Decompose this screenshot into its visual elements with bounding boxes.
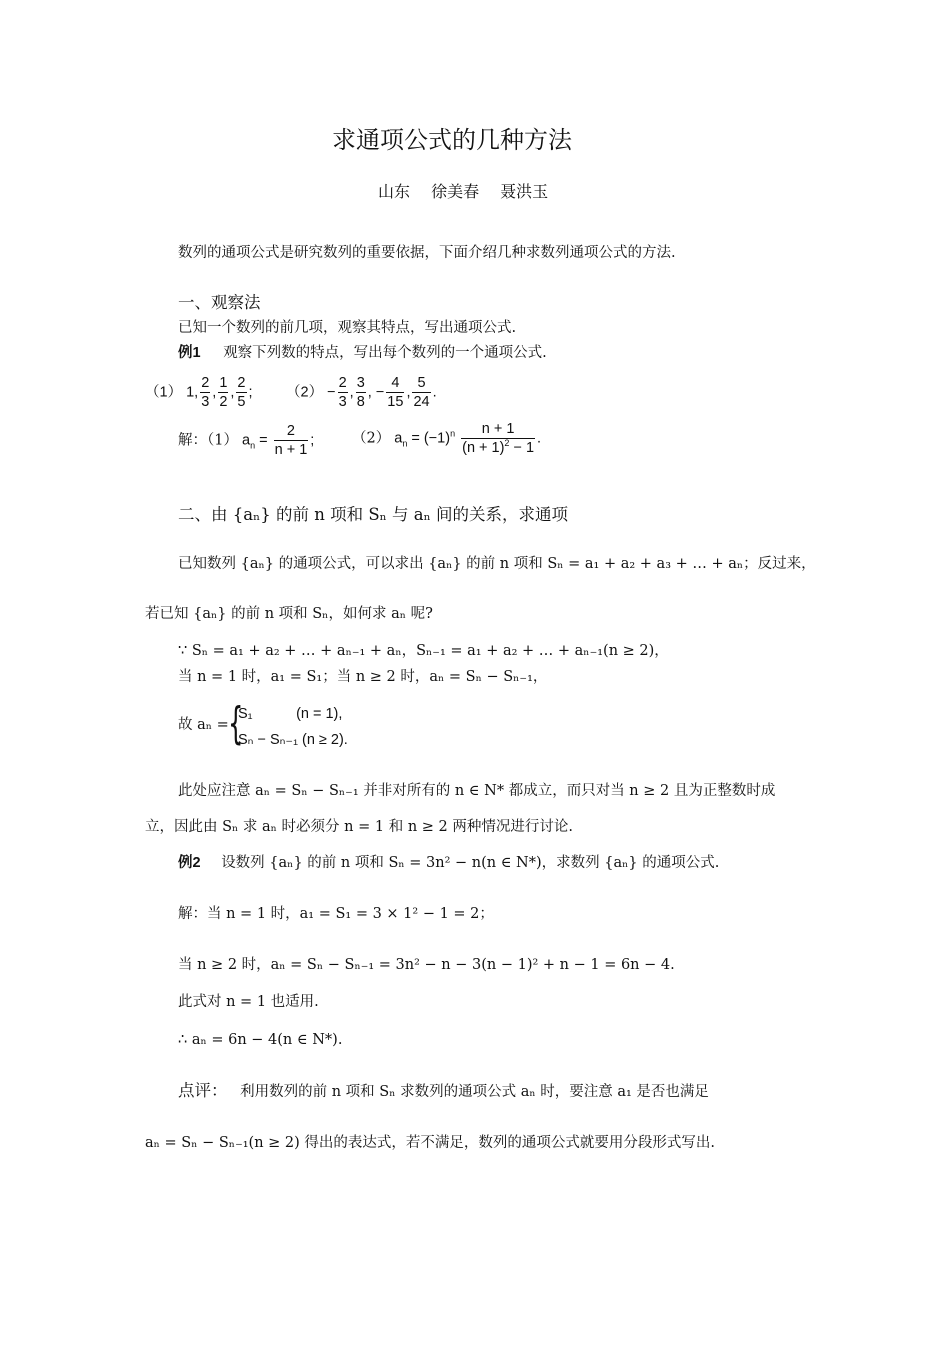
intro-paragraph: 数列的通项公式是研究数列的重要依据，下面介绍几种求数列通项公式的方法. — [178, 245, 676, 261]
example-text: 观察下列数的特点，写出每个数列的一个通项公式. — [223, 345, 547, 361]
fraction-3-8: $\frac{3}{8}$ — [356, 375, 365, 411]
section-heading-observation: 一、观察法 — [178, 293, 261, 312]
piecewise-case-2: Sₙ − Sₙ₋₁ (n ≥ 2). — [238, 732, 348, 748]
sequence-1: （1） 1, $\frac{2}{3}$ , $\frac{1}{2}$ , $\frac{2}{5}$ ; — [145, 375, 253, 411]
comment-line-2: aₙ = Sₙ − Sₙ₋₁(n ≥ 2) 得出的表达式，若不满足，数列的通项公式就要用分段形式写出. — [145, 1135, 715, 1151]
comment-line-1 — [178, 1083, 709, 1100]
fraction-2-5: $\frac{2}{5}$ — [237, 375, 246, 411]
solution-step-3: 此式对 n = 1 也适用. — [178, 994, 319, 1010]
paragraph-1: 已知数列 {aₙ} 的通项公式，可以求出 {aₙ} 的前 n 项和 Sₙ = a₁ + a₂ + a₃ + … + aₙ；反过来， — [178, 556, 816, 572]
sequence-1-label: （1） — [145, 384, 183, 401]
solution-step-4: ∴ aₙ = 6n − 4(n ∈ N*). — [178, 1032, 343, 1048]
comment-text: 利用数列的前 n 项和 Sₙ 求数列的通项公式 aₙ 时，要注意 a₁ 是否也满足 — [240, 1084, 709, 1100]
piecewise-label: 故 aₙ = — [178, 717, 229, 733]
fraction-1-2: $\frac{1}{2}$ — [219, 375, 228, 411]
fraction-solution-2: $\frac{n + 1}{(n + 1)^2 - 1}$ — [462, 421, 535, 457]
example-2-label: 例2 — [178, 855, 201, 871]
example-label: 例1 — [178, 345, 201, 361]
sequence-2: （2） − $\frac{2}{3}$ , $\frac{3}{8}$ , − $\frac{4}{15}$ , $\frac{5}{24}$ . — [286, 375, 437, 411]
when-line: 当 n = 1 时，a₁ = S₁；当 n ≥ 2 时，aₙ = Sₙ − Sₙ₋₁， — [178, 669, 548, 685]
section-heading-sum-relation: 二、由 {aₙ} 的前 n 项和 Sₙ 与 aₙ 间的关系，求通项 — [178, 505, 568, 524]
example-2-line — [178, 856, 719, 871]
fraction-2-3: $\frac{2}{3}$ — [338, 375, 347, 411]
page-title: 求通项公式的几种方法 — [332, 126, 572, 154]
section-description: 已知一个数列的前几项，观察其特点，写出通项公式. — [178, 320, 517, 336]
solution-2: （2） $a_n = (-1)^n$ $\frac{n + 1}{(n + 1)^2 - 1}$ . — [352, 421, 542, 457]
solution-1: 解：（1） $a_n$ = $\frac{2}{n + 1}$ ; — [178, 423, 315, 459]
note-line-2: 立，因此由 Sₙ 求 aₙ 时必须分 n = 1 和 n ≥ 2 两种情况进行讨论. — [145, 819, 573, 835]
example-1-line — [178, 346, 547, 361]
comment-label: 点评： — [178, 1081, 228, 1100]
fraction-2-3: $\frac{2}{3}$ — [201, 375, 210, 411]
fraction-5-24: $\frac{5}{24}$ — [413, 375, 430, 411]
solution-step-1: 解：当 n = 1 时，a₁ = S₁ = 3 × 1² − 1 = 2； — [178, 906, 494, 922]
fraction-4-15: $\frac{4}{15}$ — [387, 375, 404, 411]
paragraph-2: 若已知 {aₙ} 的前 n 项和 Sₙ，如何求 aₙ 呢? — [145, 606, 433, 622]
note-line-1: 此处应注意 aₙ = Sₙ − Sₙ₋₁ 并非对所有的 n ∈ N* 都成立，而只对当 n ≥ 2 且为正整数时成 — [178, 783, 776, 799]
sequence-2-label: （2） — [286, 384, 324, 401]
piecewise-case-1: S₁ (n = 1), — [238, 706, 343, 722]
example-2-text: 设数列 {aₙ} 的前 n 项和 Sₙ = 3n² − n(n ∈ N*)，求数列 {aₙ} 的通项公式. — [221, 855, 720, 871]
solution-label: 解：（1） — [178, 432, 238, 449]
because-line: ∵ Sₙ = a₁ + a₂ + … + aₙ₋₁ + aₙ，Sₙ₋₁ = a₁ + a₂ + … + aₙ₋₁(n ≥ 2)， — [178, 643, 669, 659]
solution-label-2: （2） — [352, 430, 391, 447]
fraction-2-over-n-plus-1: $\frac{2}{n + 1}$ — [274, 423, 308, 459]
author-line: 山东 徐美春 聂洪玉 — [378, 182, 549, 201]
solution-step-2: 当 n ≥ 2 时，aₙ = Sₙ − Sₙ₋₁ = 3n² − n − 3(n − 1)² + n − 1 = 6n − 4. — [178, 957, 675, 973]
piecewise-brace: { — [228, 698, 244, 749]
